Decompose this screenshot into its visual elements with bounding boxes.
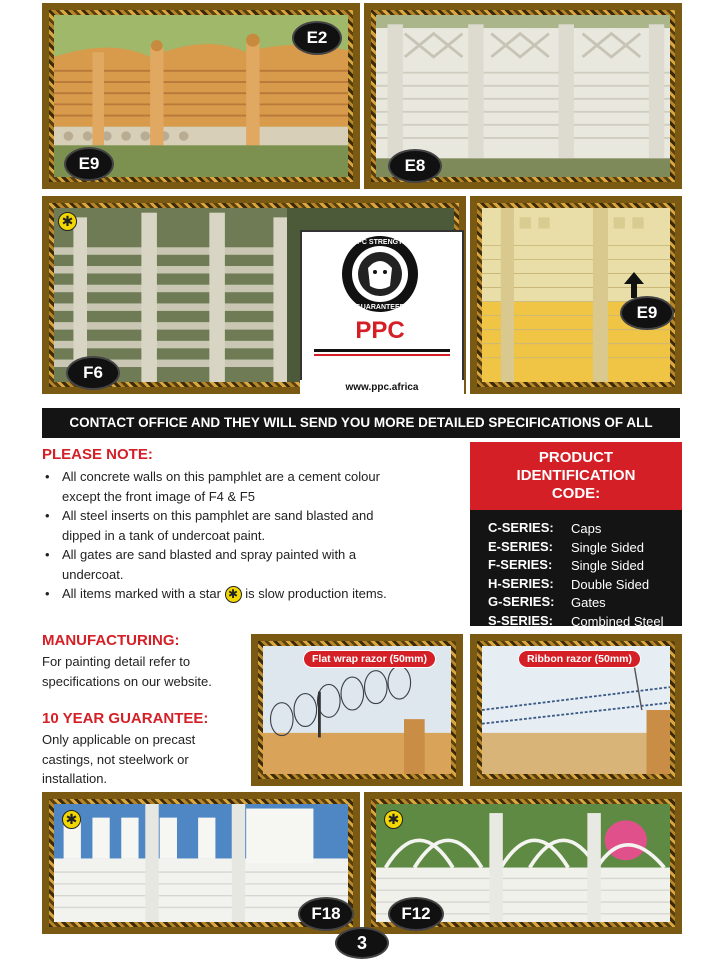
please-note-heading: PLEASE NOTE: xyxy=(42,446,153,463)
flat-razor-label: Flat wrap razor (50mm) xyxy=(303,650,436,668)
photo-e8 xyxy=(376,15,670,177)
series-label: Combined Steel xyxy=(571,613,664,629)
svg-text:PPC: PPC xyxy=(355,317,405,344)
series-row xyxy=(488,556,672,575)
slow-production-star-icon: ✱ xyxy=(384,810,403,829)
svg-text:PPC STRENGTH: PPC STRENGTH xyxy=(352,239,408,246)
slow-production-star-icon: ✱ xyxy=(225,586,242,603)
photo-frame-e9-wall xyxy=(470,196,682,394)
code-badge-e2: E2 xyxy=(294,23,340,53)
photo-frame-f12 xyxy=(364,792,682,934)
photo-frame-ribbon-razor xyxy=(470,634,682,786)
photo-flat-razor xyxy=(263,646,451,774)
series-list xyxy=(470,510,682,641)
photo-frame-f6 xyxy=(42,196,466,394)
series-code: S-SERIES: xyxy=(488,612,554,628)
photo-f6 xyxy=(54,208,454,393)
note-item-star xyxy=(42,584,442,604)
note-star-text-before: All items marked with a star xyxy=(62,586,221,601)
photo-frame-f18 xyxy=(42,792,360,934)
code-badge-f6: F6 xyxy=(68,358,118,388)
contact-banner: CONTACT OFFICE AND THEY WILL SEND YOU MORE DETAILED SPECIFICATIONS OF ALL PRODUCTS xyxy=(42,408,680,438)
note-item: • All concrete walls on this pamphlet are a cement colour except the front image of F4 & F5 xyxy=(42,467,402,506)
photo-e9-wall xyxy=(482,208,670,382)
ppc-advert xyxy=(300,230,464,384)
code-badge-e8: E8 xyxy=(390,151,440,181)
up-arrow-icon xyxy=(622,270,646,300)
ppc-website: www.ppc.africa xyxy=(300,380,464,396)
photo-e2-e9 xyxy=(54,15,348,177)
series-code: H-SERIES: xyxy=(488,575,554,591)
series-row xyxy=(488,538,672,557)
code-badge-e9-wall: E9 xyxy=(622,298,672,328)
series-row xyxy=(488,575,672,594)
series-label: Single Sided xyxy=(571,539,644,555)
please-note-section xyxy=(42,446,462,604)
identification-title: PRODUCT IDENTIFICATION CODE: xyxy=(470,442,682,510)
series-label: Single Sided xyxy=(571,558,644,573)
photo-f12 xyxy=(376,804,670,922)
note-star-text-after: is slow production items. xyxy=(245,586,387,601)
manufacturing-heading: MANUFACTURING: xyxy=(42,632,180,649)
guarantee-heading: 10 YEAR GUARANTEE: xyxy=(42,710,209,727)
manufacturing-section xyxy=(42,632,242,691)
series-code: G-SERIES: xyxy=(488,594,555,609)
photo-frame-flat-razor xyxy=(251,634,463,786)
ribbon-razor-label: Ribbon razor (50mm) xyxy=(518,650,641,668)
svg-text:GUARANTEED: GUARANTEED xyxy=(355,304,405,311)
note-item: • All steel inserts on this pamphlet are sand blasted and dipped in a tank of undercoat paint. xyxy=(42,506,402,545)
please-note-list xyxy=(42,467,462,604)
slow-production-star-icon: ✱ xyxy=(58,212,77,231)
series-label: Gates xyxy=(571,595,606,610)
code-badge-e9: E9 xyxy=(66,149,112,179)
series-label: Caps xyxy=(571,521,602,536)
series-code: F-SERIES: xyxy=(488,557,553,572)
photo-frame-e2-e9 xyxy=(42,3,360,189)
identification-panel xyxy=(470,442,682,629)
code-badge-f12: F12 xyxy=(390,899,442,929)
series-code: E-SERIES: xyxy=(488,538,554,554)
manufacturing-text: For painting detail refer to specifications on our website. xyxy=(42,654,212,689)
series-code: C-SERIES: xyxy=(488,520,554,535)
guarantee-text: Only applicable on precast castings, not steelwork or installation. xyxy=(42,732,196,786)
note-item: • All gates are sand blasted and spray painted with a undercoat. xyxy=(42,545,382,584)
series-row xyxy=(488,519,672,538)
guarantee-section xyxy=(42,710,242,789)
ppc-strength-seal-logo xyxy=(302,232,458,344)
code-badge-f18: F18 xyxy=(300,899,352,929)
photo-ribbon-razor xyxy=(482,646,670,774)
page-number: 3 xyxy=(337,929,387,957)
slow-production-star-icon: ✱ xyxy=(62,810,81,829)
series-row xyxy=(488,593,672,612)
photo-f18 xyxy=(54,804,348,922)
series-label: Double Sided xyxy=(571,576,650,592)
photo-frame-e8 xyxy=(364,3,682,189)
